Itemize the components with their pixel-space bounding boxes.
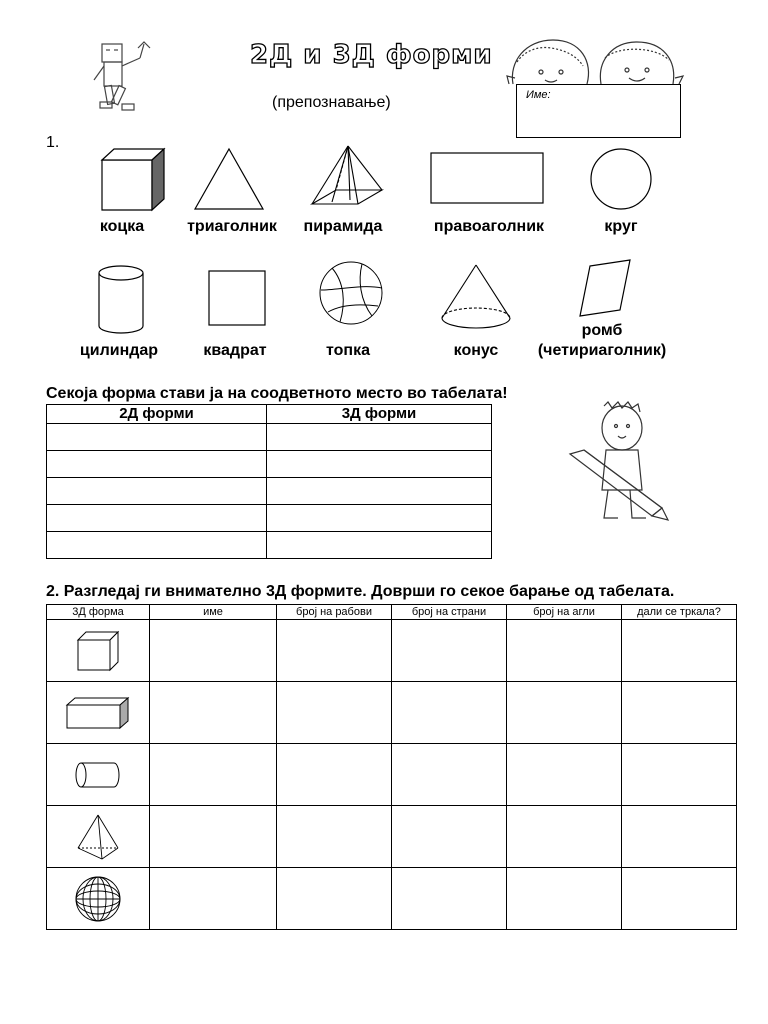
answer-cell-3d[interactable] — [267, 478, 492, 505]
question-1-number: 1. — [46, 134, 60, 151]
cylinder-icon — [74, 760, 122, 790]
circle-icon — [590, 148, 652, 210]
answer-cell-3d[interactable] — [267, 505, 492, 532]
answer-cell[interactable] — [277, 806, 392, 868]
answer-cell[interactable] — [150, 682, 277, 744]
answer-cell[interactable] — [277, 868, 392, 930]
header-faces: број на страни — [392, 605, 507, 620]
ball-icon — [318, 260, 384, 326]
table-row — [47, 451, 492, 478]
header-3d-shapes: 3Д форми — [267, 405, 492, 424]
answer-cell-2d[interactable] — [47, 478, 267, 505]
answer-cell[interactable] — [392, 744, 507, 806]
label-circle: круг — [604, 218, 638, 235]
header-2d-shapes: 2Д форми — [47, 405, 267, 424]
answer-cell[interactable] — [150, 744, 277, 806]
label-rectangle: правоаголник — [433, 218, 545, 235]
answer-cell[interactable] — [277, 620, 392, 682]
header-rolls: дали се тркала? — [622, 605, 737, 620]
answer-cell-2d[interactable] — [47, 424, 267, 451]
answer-cell[interactable] — [392, 620, 507, 682]
shape-cell — [47, 682, 150, 744]
shape-cell — [47, 806, 150, 868]
shape-cell — [47, 620, 150, 682]
name-label: Име: — [526, 89, 551, 101]
square-icon — [208, 270, 266, 326]
answer-cell-2d[interactable] — [47, 532, 267, 559]
triangle-icon — [192, 146, 266, 212]
shape-cell — [47, 744, 150, 806]
label-cone: конус — [453, 342, 499, 359]
table-row — [47, 744, 737, 806]
cube-icon — [98, 146, 168, 214]
kids-clipart-icon — [505, 32, 685, 88]
table-row — [47, 620, 737, 682]
answer-cell[interactable] — [392, 806, 507, 868]
header-edges: број на рабови — [277, 605, 392, 620]
label-rhombus — [534, 321, 670, 361]
pyramid-icon — [306, 142, 388, 212]
label-cube: коцка — [99, 218, 145, 235]
label-rhombus-line1: ромб — [581, 322, 623, 339]
header-3d-shape: 3Д форма — [47, 605, 150, 620]
page-title: 2Д и 3Д форми — [250, 40, 493, 70]
table-row — [47, 682, 737, 744]
answer-cell[interactable] — [622, 620, 737, 682]
answer-cell-3d[interactable] — [267, 424, 492, 451]
answer-cell[interactable] — [150, 868, 277, 930]
answer-cell[interactable] — [392, 868, 507, 930]
label-rhombus-line2: (четириаголник) — [537, 342, 667, 359]
instruction-2: 2. Разгледај ги внимателно 3Д формите. Доврши го секое барање од табелата. — [46, 583, 675, 600]
table-row — [47, 505, 492, 532]
table-row — [47, 868, 737, 930]
answer-cell[interactable] — [622, 868, 737, 930]
table-row — [47, 424, 492, 451]
shape-cell — [47, 868, 150, 930]
answer-cell[interactable] — [392, 682, 507, 744]
answer-cell[interactable] — [507, 806, 622, 868]
label-triangle: триаголник — [187, 218, 277, 235]
answer-cell[interactable] — [507, 744, 622, 806]
properties-table — [46, 604, 737, 930]
answer-cell[interactable] — [277, 744, 392, 806]
answer-cell[interactable] — [507, 868, 622, 930]
header-name: име — [150, 605, 277, 620]
page-subtitle: (препознавање) — [272, 94, 391, 111]
robot-clipart-icon — [88, 38, 168, 120]
label-ball: топка — [326, 342, 370, 359]
cuboid-icon — [64, 695, 132, 731]
cone-icon — [438, 262, 514, 332]
table-row — [47, 532, 492, 559]
answer-cell[interactable] — [277, 682, 392, 744]
rhombus-icon — [576, 258, 634, 318]
answer-cell[interactable] — [622, 806, 737, 868]
label-square: квадрат — [203, 342, 267, 359]
answer-cell-3d[interactable] — [267, 451, 492, 478]
answer-cell[interactable] — [150, 806, 277, 868]
answer-cell-2d[interactable] — [47, 451, 267, 478]
label-cylinder: цилиндар — [79, 342, 159, 359]
label-pyramid: пирамида — [303, 218, 383, 235]
answer-cell[interactable] — [150, 620, 277, 682]
instruction-1: Секоја форма стави ја на соодветното место во табелата! — [46, 385, 508, 402]
sphere-icon — [73, 874, 123, 924]
answer-cell[interactable] — [507, 620, 622, 682]
pyramid-icon — [74, 812, 122, 862]
answer-cell[interactable] — [622, 744, 737, 806]
cube-icon — [75, 629, 121, 673]
answer-cell-3d[interactable] — [267, 532, 492, 559]
answer-cell-2d[interactable] — [47, 505, 267, 532]
table-row — [47, 806, 737, 868]
answer-cell[interactable] — [507, 682, 622, 744]
rectangle-icon — [430, 152, 544, 204]
sorting-table — [46, 404, 492, 559]
boy-with-pencil-clipart-icon — [562, 400, 672, 526]
table-row — [47, 478, 492, 505]
header-vertices: број на агли — [507, 605, 622, 620]
cylinder-icon — [96, 264, 146, 336]
answer-cell[interactable] — [622, 682, 737, 744]
